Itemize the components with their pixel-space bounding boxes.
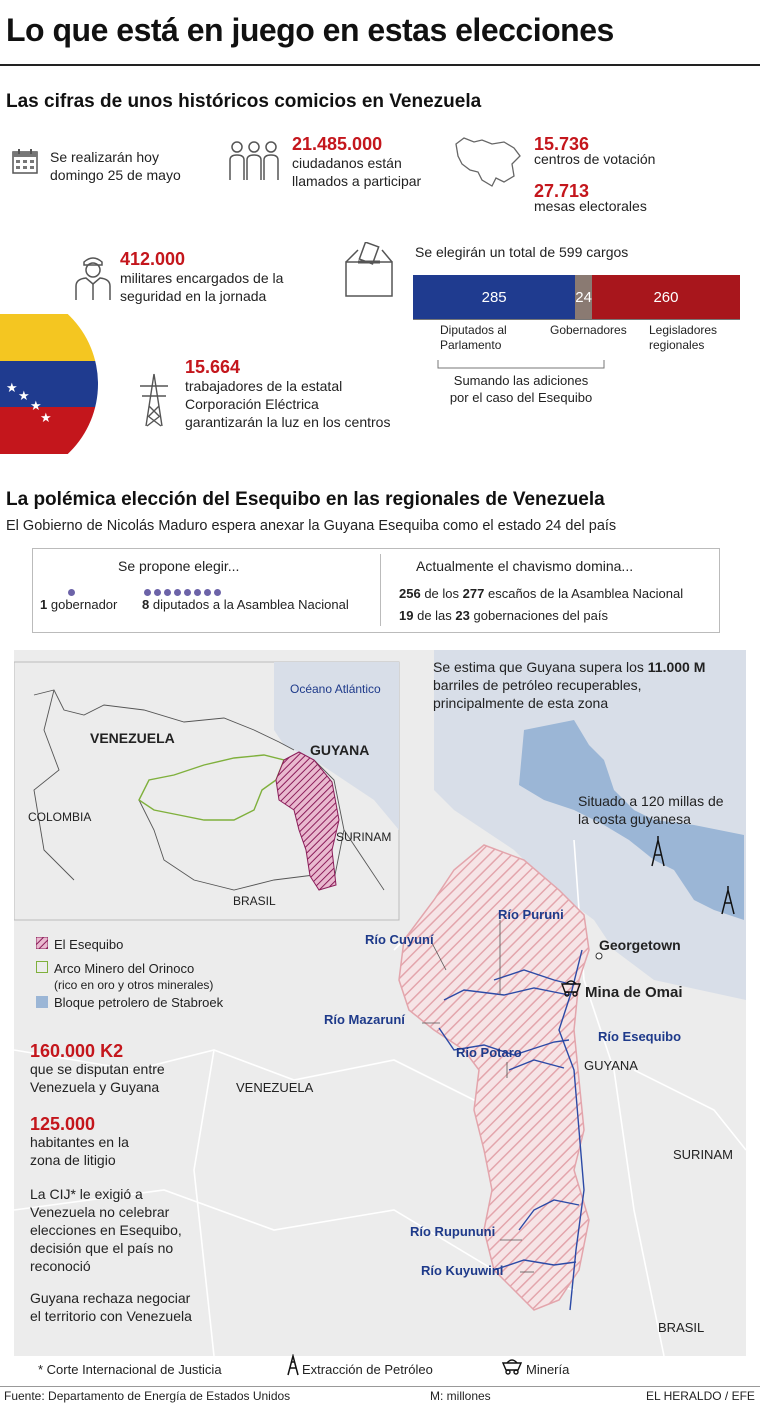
stabroek-legend-swatch	[36, 996, 48, 1008]
people-icon	[228, 140, 280, 184]
citizens-number: 21.485.000	[292, 134, 383, 154]
gov-text: 1 gobernador	[40, 597, 118, 612]
legend-arco: Arco Minero del Orinoco (rico en oro y otros minerales)	[54, 961, 214, 992]
propose-title: Se propone elegir...	[118, 558, 240, 574]
venezuela-main-label: VENEZUELA	[236, 1080, 314, 1095]
mining-legend-label: Minería	[526, 1362, 570, 1377]
stabroek-distance-text: Situado a 120 millas de la costa guyanesa	[578, 793, 724, 827]
brasil-inset-label: BRASIL	[233, 894, 276, 908]
bar-label-gobernadores: Gobernadores	[550, 323, 627, 337]
svg-text:★: ★	[40, 411, 52, 426]
dip-text: 8 diputados a la Asamblea Nacional	[142, 597, 349, 612]
legend-esequibo: El Esequibo	[54, 937, 124, 952]
section1-heading: Las cifras de unos históricos comicios en Venezuela	[6, 91, 482, 112]
date-text: Se realizarán hoy domingo 25 de mayo	[50, 149, 181, 183]
credit-text: EL HERALDO / EFE	[646, 1389, 755, 1403]
arco-legend-swatch	[36, 961, 48, 973]
centers-label: centros de votación	[534, 151, 656, 167]
title-rule	[0, 64, 760, 66]
surinam-inset-label: SURINAM	[336, 830, 392, 844]
rio-mazaruni-label: Río Mazaruní	[324, 1012, 405, 1027]
bar-segment-1: 24	[575, 275, 592, 319]
rio-kuyuwini-label: Río Kuyuwini	[421, 1263, 504, 1278]
bar-segment-2: 260	[592, 275, 740, 319]
oil-reserves-text: Se estima que Guyana supera los 11.000 M barriles de petróleo recuperables, principalmente de esta zona	[433, 659, 706, 711]
bar-segment-0: 285	[413, 275, 575, 319]
inhabitants-number: 125.000	[30, 1114, 96, 1134]
bar-note: Sumando las adiciones por el caso del Esequibo	[449, 373, 593, 405]
k2-text: que se disputan entre Venezuela y Guyana	[30, 1061, 165, 1095]
cij-footnote: * Corte Internacional de Justicia	[38, 1362, 222, 1377]
power-tower-icon	[136, 372, 172, 428]
workers-text: trabajadores de la estatal Corporación Eléctrica garantizarán la luz en los centros	[185, 378, 391, 430]
oil-rig-icon	[286, 1354, 300, 1376]
rio-cuyuni-label: Río Cuyuní	[365, 932, 434, 947]
tables-label: mesas electorales	[534, 198, 647, 214]
govs-text: 19 de las 23 gobernaciones del país	[399, 608, 608, 623]
cij-text: La CIJ* le exigió a Venezuela no celebrar elecciones en Esequibo, decisión que el país no reconoció	[30, 1186, 182, 1274]
centers-number: 15.736	[534, 134, 590, 154]
tables-number: 27.713	[534, 181, 590, 201]
mina-omai-label: Mina de Omai	[585, 984, 683, 1001]
ocean-label: Océano Atlántico	[290, 682, 381, 696]
guyana-inset-label: GUYANA	[310, 742, 370, 758]
workers-number: 15.664	[185, 357, 241, 377]
svg-text:★: ★	[30, 399, 42, 414]
rio-esequibo-label: Río Esequibo	[598, 1029, 682, 1044]
seats-text: 256 de los 277 escaños de la Asamblea Nacional	[399, 586, 684, 601]
svg-text:★: ★	[6, 381, 18, 396]
svg-text:★: ★	[18, 389, 30, 404]
page-title: Lo que está en juego en estas elecciones	[6, 12, 614, 48]
military-number: 412.000	[120, 249, 186, 269]
section2-heading: La polémica elección del Esequibo en las regionales de Venezuela	[6, 489, 605, 510]
positions-bar	[413, 275, 740, 319]
summary-divider	[380, 554, 381, 626]
bar-label-legisladores: Legisladores regionales	[649, 323, 718, 352]
soldier-icon	[72, 252, 114, 302]
georgetown-label: Georgetown	[599, 937, 681, 953]
venezuela-outline-icon	[452, 134, 524, 190]
legend-stabroek: Bloque petrolero de Stabroek	[54, 995, 224, 1010]
military-text: militares encargados de la seguridad en la jornada	[120, 270, 284, 304]
source-text: Fuente: Departamento de Energía de Estados Unidos	[4, 1389, 291, 1403]
section2-subheading: El Gobierno de Nicolás Maduro espera anexar la Guyana Esequiba como el estado 24 del país	[6, 518, 617, 534]
colombia-label: COLOMBIA	[28, 810, 92, 824]
oil-legend-label: Extracción de Petróleo	[302, 1362, 433, 1377]
positions-title: Se elegirán un total de 599 cargos	[415, 244, 629, 260]
brasil-main-label: BRASIL	[658, 1320, 705, 1335]
rio-potaro-label: Río Potaro	[456, 1045, 522, 1060]
inhabitants-text: habitantes en la zona de litigio	[30, 1134, 129, 1168]
rio-puruni-label: Río Puruni	[498, 907, 564, 922]
footer-rule	[0, 1386, 760, 1387]
citizens-text: ciudadanos están llamados a participar	[292, 155, 422, 189]
calendar-icon	[12, 148, 38, 174]
venezuela-inset-label: VENEZUELA	[90, 730, 175, 746]
rio-rupununi-label: Río Rupununi	[410, 1224, 496, 1239]
bar-label-diputados: Diputados al Parlamento	[440, 323, 507, 352]
ballot-box-icon	[344, 242, 394, 298]
esequibo-legend-swatch	[36, 937, 48, 949]
reject-text: Guyana rechaza negociar el territorio con Venezuela	[30, 1290, 192, 1324]
venezuela-flag-graphic	[0, 314, 100, 454]
dominates-title: Actualmente el chavismo domina...	[416, 558, 634, 574]
mining-cart-icon	[502, 1357, 522, 1375]
guyana-main-label: GUYANA	[584, 1058, 638, 1073]
k2-number: 160.000 K2	[30, 1041, 124, 1061]
units-text: M: millones	[430, 1389, 491, 1403]
surinam-main-label: SURINAM	[673, 1147, 733, 1162]
